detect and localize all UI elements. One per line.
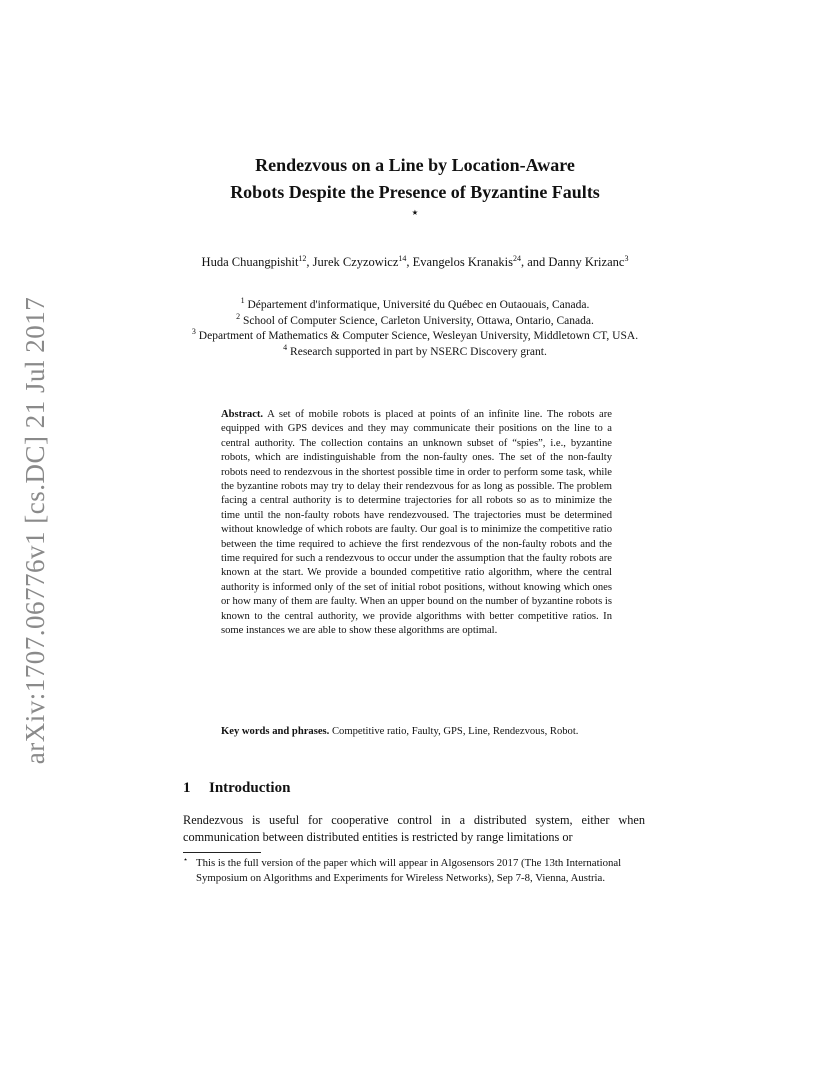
section-title: Introduction	[209, 780, 291, 796]
author-separator: , and	[520, 255, 549, 269]
footnote-divider	[183, 852, 261, 853]
abstract-label: Abstract.	[221, 409, 264, 420]
section-heading	[183, 780, 290, 797]
author-affiliation-mark: 14	[398, 254, 407, 263]
arxiv-identifier-stamp	[16, 296, 56, 764]
title-line-2: Robots Despite the Presence of Byzantine Faults	[230, 182, 600, 202]
author-name: Evangelos Kranakis	[412, 255, 513, 269]
author-name: Jurek Czyzowicz	[312, 255, 399, 269]
keywords	[221, 725, 612, 739]
footnote-text: This is the full version of the paper which will appear in Algosensors 2017 (The 13th International Symposium on Algorithms and Experiments for Wireless Networks), Sep 7-8, Vienna, Austria.	[196, 857, 622, 884]
affiliation-number: 3	[191, 327, 196, 336]
affiliation-text: Département d'informatique, Université du Québec en Outaouais, Canada.	[247, 299, 590, 311]
affiliation-text: School of Computer Science, Carleton University, Ottawa, Ontario, Canada.	[243, 314, 594, 327]
author-affiliation-mark: 24	[512, 254, 521, 263]
affiliation-item	[180, 298, 650, 314]
footnote: ⋆ This is the full version of the paper which will appear in Algosensors 2017 (The 13th International Symposium on Algorithms and Experiments for Wireless Networks), Sep 7-8, Vienna, Austria.	[183, 856, 647, 885]
author-name: Huda Chuangpishit	[201, 255, 299, 269]
author-name: Danny Krizanc	[548, 255, 625, 269]
affiliation-number: 1	[240, 296, 245, 305]
arxiv-identifier-text: arXiv:1707.06776v1 [cs.DC] 21 Jul 2017	[20, 296, 51, 764]
keywords-label: Key words and phrases.	[221, 726, 330, 737]
title-line-1: Rendezvous on a Line by Location-Aware	[255, 155, 575, 175]
affiliation-item	[180, 342, 650, 361]
affiliation-text: Research supported in part by NSERC Discovery grant.	[290, 345, 547, 358]
section-number: 1	[183, 780, 191, 796]
paper-title	[150, 152, 680, 220]
abstract	[221, 408, 612, 639]
affiliation-item	[180, 329, 650, 345]
keywords-text: Competitive ratio, Faulty, GPS, Line, Rendezvous, Robot.	[331, 726, 579, 737]
author-list	[180, 253, 650, 271]
abstract-text: A set of mobile robots is placed at points of an infinite line. The robots are equipped with GPS devices and they may communicate their positions on the line to a central authority. The collection contains an unknown subset of “spies”, i.e., byzantine robots, which are indistinguishable from the non-faulty ones. The set of the non-faulty robots need to rendezvous in the shortest possible time in order to perform some task, while the byzantine robots may try to delay their rendezvous for as long as possible. The problem facing a central authority is to determine trajectories for all robots so as to minimize the time until the non-faulty robots have rendezvoused. The trajectories must be determined without knowledge of which robots are faulty. Our goal is to minimize the competitive ratio between the time required to achieve the first rendezvous of the non-faulty robots and the time required for such a rendezvous to occur under the assumption that the faulty robots are known at the start. We provide a bounded competitive ratio algorithm, where the central authority is informed only of the set of initial robot positions, without knowing which ones or how many of them are faulty. When an upper bound on the number of byzantine robots is known to the central authority, we provide algorithms with better competitive ratios. In some instances we are able to show these algorithms are optimal.	[221, 409, 612, 637]
introduction-paragraph: Rendezvous is useful for cooperative control in a distributed system, either when communication between distributed entities is restricted by range limitations or	[183, 813, 645, 844]
affiliation-item	[180, 311, 650, 330]
author-separator: ,	[406, 255, 413, 269]
author-affiliation-mark: 3	[624, 254, 629, 263]
affiliation-list	[180, 298, 650, 360]
affiliation-number: 2	[236, 311, 241, 321]
author-affiliation-mark: 12	[298, 254, 307, 263]
affiliation-text: Department of Mathematics & Computer Science, Wesleyan University, Middletown CT, USA.	[198, 330, 639, 342]
author-separator: ,	[306, 255, 313, 269]
title-footnote-marker: ⋆	[411, 207, 419, 219]
affiliation-number: 4	[283, 342, 288, 352]
